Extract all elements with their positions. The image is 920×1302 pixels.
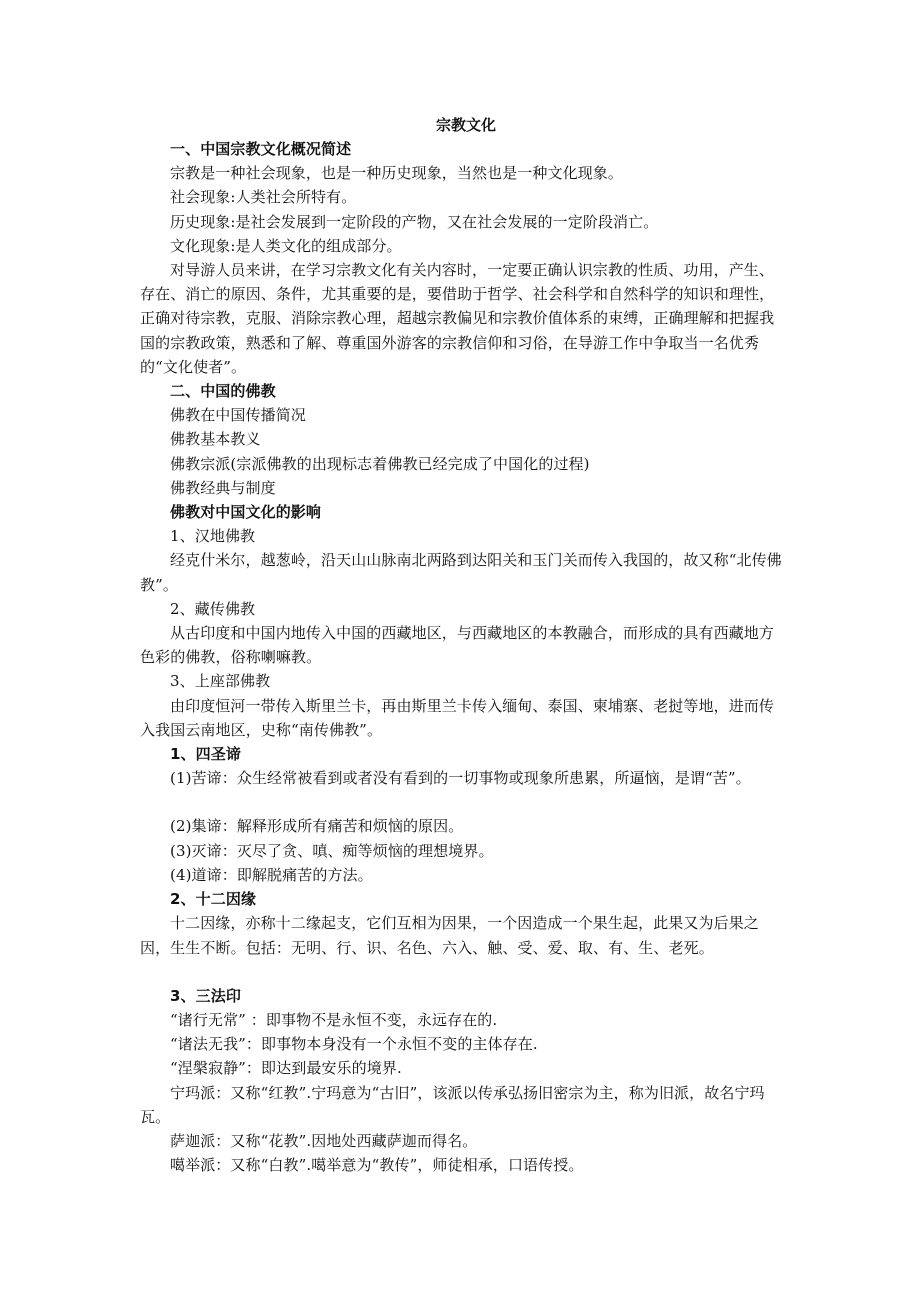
blank-line bbox=[140, 960, 784, 984]
paragraph: 佛教宗派(宗派佛教的出现标志着佛教已经完成了中国化的过程) bbox=[170, 454, 590, 473]
paragraph: 2、藏传佛教 bbox=[170, 599, 256, 618]
section-heading: 1、四圣谛 bbox=[170, 745, 241, 764]
paragraph: “诸法无我”：即事物本身没有一个永恒不变的主体存在. bbox=[170, 1035, 538, 1054]
paragraph: “诸行无常” ：即事物不是永恒不变，永远存在的. bbox=[170, 1010, 498, 1029]
section-heading: 3、三法印 bbox=[170, 986, 241, 1005]
section-heading: 2、十二因缘 bbox=[170, 890, 257, 909]
paragraph: 萨迦派：又称“花教”.因地处西藏萨迦而得名。 bbox=[170, 1131, 478, 1150]
paragraph: 社会现象:人类社会所特有。 bbox=[170, 188, 357, 207]
paragraph: 十二因缘，亦称十二缘起支，它们互相为因果，一个因造成一个果生起，此果又为后果之因，生生不断。包括：无明、行、识、名色、六入、触、受、爱、取、有、生、老死。 bbox=[140, 914, 759, 957]
paragraph: 佛教基本教义 bbox=[170, 430, 261, 449]
paragraph: 噶举派：又称“白教”.噶举意为“教传”，师徒相承，口语传授。 bbox=[170, 1156, 584, 1175]
paragraph: “涅槃寂静”：即达到最安乐的境界. bbox=[170, 1059, 402, 1078]
paragraph: 从古印度和中国内地传入中国的西藏地区，与西藏地区的本教融合，而形成的具有西藏地方色彩的佛教，俗称喇嘛教。 bbox=[140, 624, 775, 667]
paragraph: 宗教是一种社会现象，也是一种历史现象，当然也是一种文化现象。 bbox=[170, 164, 624, 183]
paragraph: (4)道谛：即解脱痛苦的方法。 bbox=[170, 865, 373, 884]
paragraph: 佛教经典与制度 bbox=[170, 478, 276, 497]
section-heading: 佛教对中国文化的影响 bbox=[170, 503, 322, 522]
document-page bbox=[140, 113, 784, 1177]
section-heading: 二、中国的佛教 bbox=[170, 382, 276, 401]
document-title: 宗教文化 bbox=[435, 116, 496, 134]
paragraph: 经克什米尔，越葱岭，沿天山山脉南北两路到达阳关和玉门关而传入我国的，故又称“北传佛教”。 bbox=[140, 551, 782, 594]
paragraph: 由印度恒河一带传入斯里兰卡，再由斯里兰卡传入缅甸、泰国、柬埔寨、老挝等地，进而传入我国云南地区，史称“南传佛教”。 bbox=[140, 696, 775, 739]
blank-line bbox=[140, 790, 784, 814]
paragraph: 文化现象:是人类文化的组成部分。 bbox=[170, 236, 402, 255]
paragraph: (3)灭谛：灭尽了贪、嗔、痴等烦恼的理想境界。 bbox=[170, 841, 494, 860]
section-heading: 一、中国宗教文化概况简述 bbox=[170, 140, 352, 158]
paragraph: 对导游人员来讲，在学习宗教文化有关内容时，一定要正确认识宗教的性质、功用，产生、存在、消亡的原因、条件，尤其重要的是，要借助于哲学、社会科学和自然科学的知识和理性，正确对待宗教，克服、消除宗教心理，超越宗教偏见和宗教价值体系的束缚，正确理解和把握我国的宗教政策，熟悉和了解、尊重国外游客的宗教信仰和习俗，在导游工作中争取当一名优秀的“文化使者”。 bbox=[140, 261, 775, 376]
paragraph: (1)苦谛：众生经常被看到或者没有看到的一切事物或现象所患累，所逼恼，是谓“苦”。 bbox=[170, 769, 751, 788]
paragraph: 宁玛派：又称“红教”.宁玛意为“古旧”，该派以传承弘扬旧密宗为主，称为旧派，故名宁玛瓦。 bbox=[140, 1083, 765, 1126]
paragraph: 3、上座部佛教 bbox=[170, 672, 271, 691]
paragraph: (2)集谛：解释形成所有痛苦和烦恼的原因。 bbox=[170, 817, 464, 836]
paragraph: 历史现象:是社会发展到一定阶段的产物，又在社会发展的一定阶段消亡。 bbox=[170, 212, 659, 231]
paragraph: 佛教在中国传播简况 bbox=[170, 406, 306, 425]
paragraph: 1、汉地佛教 bbox=[170, 527, 256, 546]
